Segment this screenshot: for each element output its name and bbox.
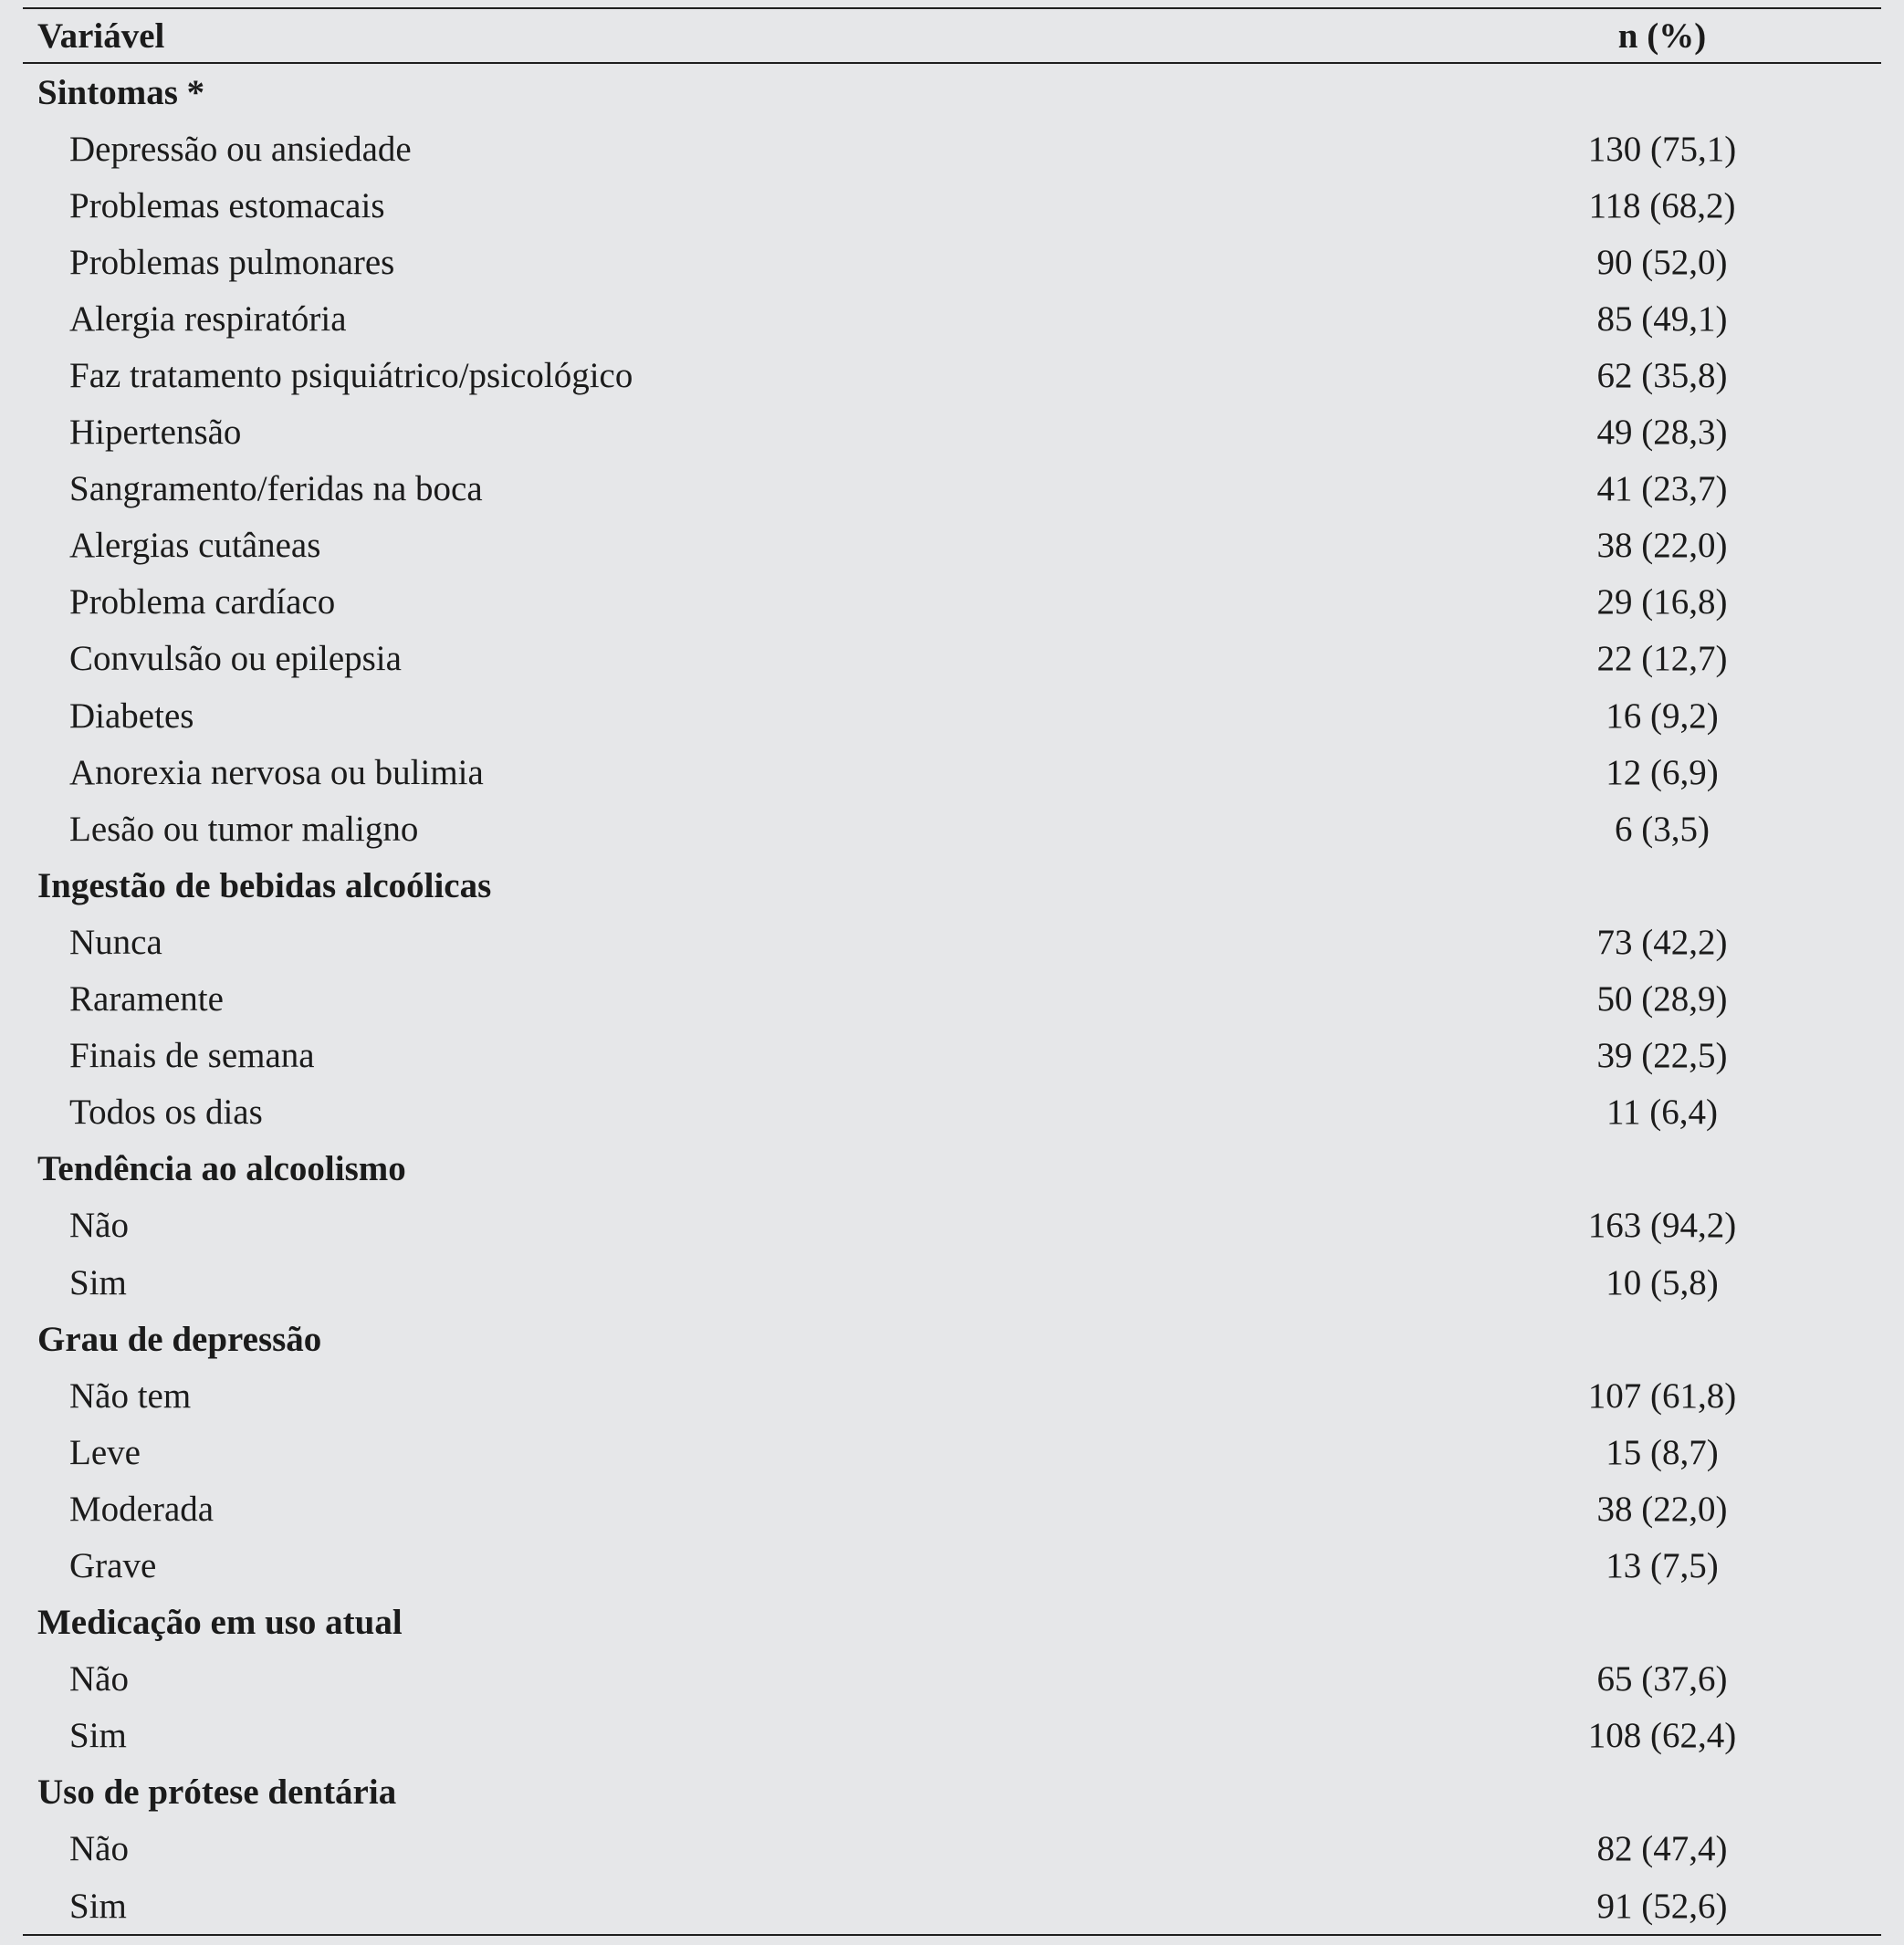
row-value: 108 (62,4) (1587, 1716, 1737, 1756)
table-row (23, 518, 1881, 574)
row-value: 85 (49,1) (1596, 298, 1728, 339)
table-row (23, 687, 1881, 744)
row-label: Nunca (69, 922, 162, 962)
table-row (23, 1084, 1881, 1141)
section-header-row (23, 857, 1881, 914)
header-variable: Variável (37, 16, 165, 56)
row-label: Diabetes (69, 695, 194, 736)
row-label: Leve (69, 1432, 141, 1472)
row-label: Problema cardíaco (69, 582, 336, 622)
row-label: Convulsão ou epilepsia (69, 639, 402, 679)
section-title: Sintomas * (37, 72, 205, 112)
row-label: Finais de semana (69, 1036, 315, 1076)
table-row (23, 1197, 1881, 1254)
row-value: 49 (28,3) (1596, 413, 1728, 453)
table-row (23, 914, 1881, 970)
row-value: 130 (75,1) (1587, 129, 1737, 169)
row-value: 13 (7,5) (1606, 1545, 1719, 1585)
row-label: Problemas estomacais (69, 185, 385, 225)
table-row (23, 461, 1881, 518)
table-row (23, 1480, 1881, 1537)
row-value: 39 (22,5) (1596, 1036, 1728, 1076)
row-value: 82 (47,4) (1596, 1829, 1728, 1869)
row-value: 41 (23,7) (1596, 469, 1728, 509)
table-row (23, 1821, 1881, 1877)
table-row (23, 800, 1881, 857)
section-title: Grau de depressão (37, 1319, 322, 1359)
section-title: Ingestão de bebidas alcoólicas (37, 865, 492, 905)
row-value: 118 (68,2) (1588, 185, 1736, 225)
section-title: Uso de prótese dentária (37, 1772, 397, 1813)
table-header (23, 9, 1881, 64)
row-value: 38 (22,0) (1596, 526, 1728, 566)
table-row (23, 347, 1881, 403)
row-value: 73 (42,2) (1596, 922, 1728, 962)
row-label: Raramente (69, 979, 224, 1020)
section-header-row (23, 1764, 1881, 1821)
row-value: 62 (35,8) (1596, 356, 1728, 396)
row-value: 107 (61,8) (1587, 1375, 1737, 1416)
row-label: Não tem (69, 1375, 192, 1416)
table-row (23, 1708, 1881, 1764)
row-label: Alergias cutâneas (69, 526, 321, 566)
table-row (23, 177, 1881, 234)
row-label: Moderada (69, 1489, 214, 1529)
row-label: Grave (69, 1545, 157, 1585)
row-label: Sim (69, 1886, 127, 1926)
section-header-row (23, 1311, 1881, 1367)
table-row (23, 1651, 1881, 1708)
table-row (23, 1254, 1881, 1311)
row-value: 90 (52,0) (1596, 242, 1728, 282)
row-value: 50 (28,9) (1596, 979, 1728, 1020)
table-row (23, 744, 1881, 800)
table-row (23, 1367, 1881, 1424)
row-value: 22 (12,7) (1596, 639, 1728, 679)
table-row (23, 120, 1881, 177)
table-row (23, 234, 1881, 290)
row-label: Anorexia nervosa ou bulimia (69, 752, 484, 792)
table-row (23, 404, 1881, 461)
row-value: 11 (6,4) (1606, 1093, 1719, 1133)
row-label: Sim (69, 1262, 127, 1302)
row-value: 16 (9,2) (1606, 695, 1719, 736)
row-label: Não (69, 1659, 129, 1699)
section-header-row (23, 1595, 1881, 1651)
section-title: Medicação em uso atual (37, 1603, 403, 1643)
row-value: 65 (37,6) (1596, 1659, 1728, 1699)
row-label: Sim (69, 1716, 127, 1756)
row-value: 12 (6,9) (1606, 752, 1719, 792)
row-label: Não (69, 1206, 129, 1246)
table-row (23, 1028, 1881, 1084)
row-value: 91 (52,6) (1596, 1886, 1728, 1926)
row-value: 6 (3,5) (1615, 809, 1710, 849)
row-value: 38 (22,0) (1596, 1489, 1728, 1529)
row-value: 10 (5,8) (1606, 1262, 1719, 1302)
row-value: 15 (8,7) (1606, 1432, 1719, 1472)
row-label: Alergia respiratória (69, 298, 347, 339)
row-label: Todos os dias (69, 1093, 263, 1133)
row-label: Problemas pulmonares (69, 242, 395, 282)
row-value: 163 (94,2) (1587, 1206, 1737, 1246)
table-row (23, 290, 1881, 347)
data-table (23, 7, 1881, 1936)
row-label: Sangramento/feridas na boca (69, 469, 483, 509)
section-header-row (23, 1141, 1881, 1197)
table-body (23, 64, 1881, 1936)
row-label: Depressão ou ansiedade (69, 129, 412, 169)
table-row (23, 574, 1881, 631)
table-row (23, 1424, 1881, 1480)
table-row (23, 1537, 1881, 1594)
table-row (23, 971, 1881, 1028)
row-label: Não (69, 1829, 129, 1869)
row-label: Faz tratamento psiquiátrico/psicológico (69, 356, 633, 396)
header-value: n (%) (1617, 16, 1707, 56)
section-header-row (23, 64, 1881, 120)
section-title: Tendência ao alcoolismo (37, 1149, 406, 1189)
row-label: Hipertensão (69, 413, 242, 453)
table-row (23, 1877, 1881, 1934)
row-label: Lesão ou tumor maligno (69, 809, 419, 849)
row-value: 29 (16,8) (1596, 582, 1728, 622)
table-row (23, 631, 1881, 687)
